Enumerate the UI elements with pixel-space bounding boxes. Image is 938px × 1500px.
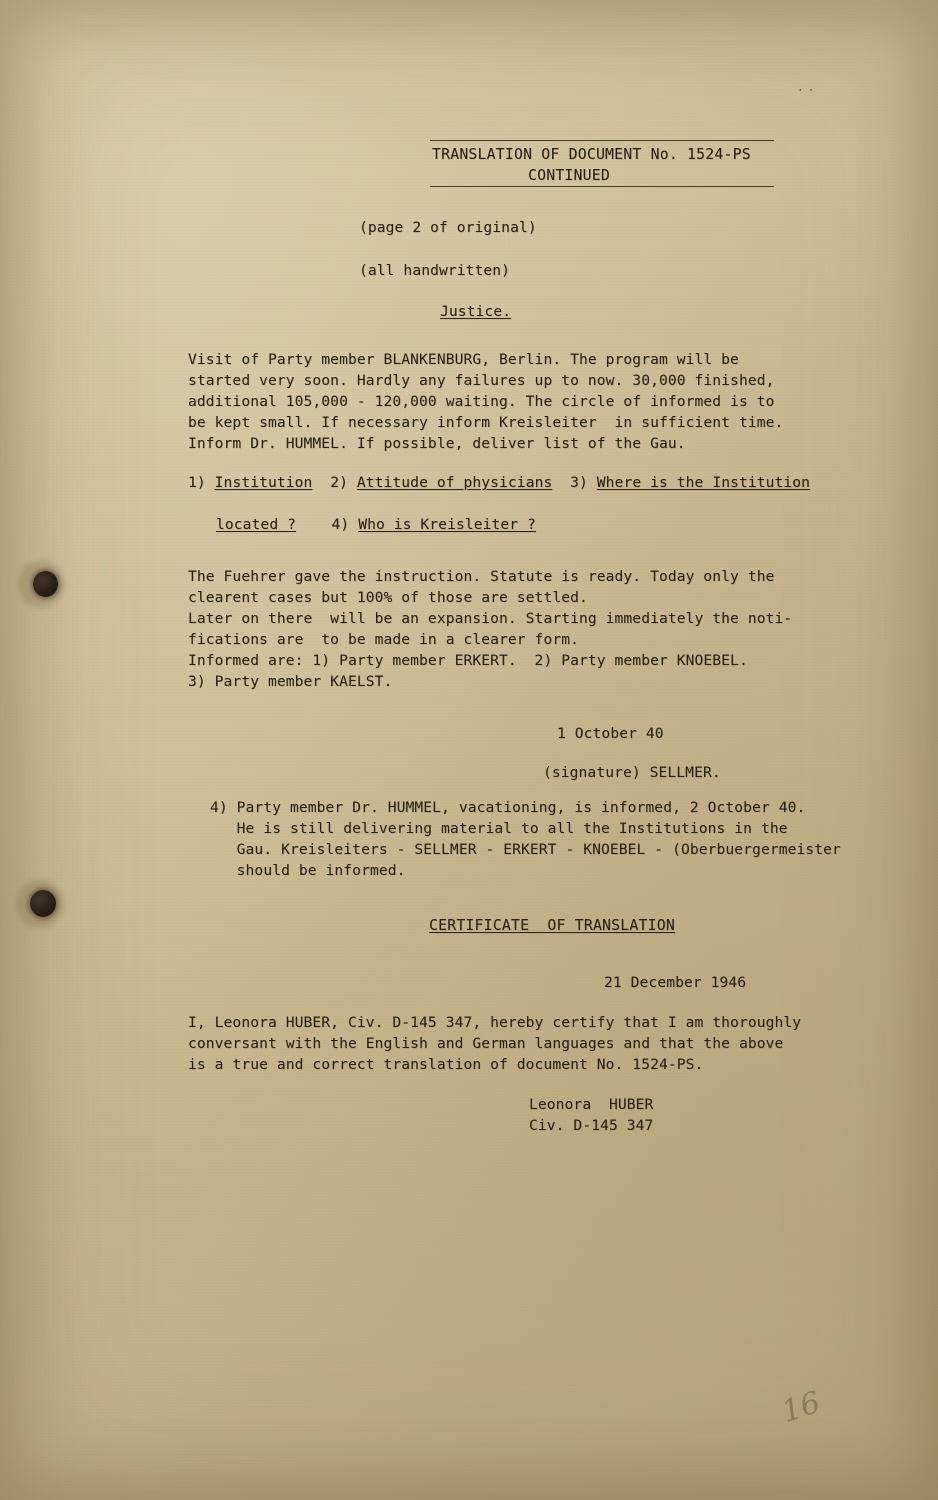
paragraph-line: conversant with the English and German languages and that the above	[188, 1035, 784, 1052]
signature-line: (signature) SELLMER.	[543, 764, 721, 781]
paragraph-line: be kept small. If necessary inform Kreisleiter in sufficient time.	[188, 414, 784, 431]
paragraph-line: Visit of Party member BLANKENBURG, Berlin. The program will be	[188, 351, 739, 368]
question-4-prefix: 4)	[295, 516, 359, 533]
paragraph-line: fications are to be made in a clearer form.	[188, 631, 579, 648]
paragraph-line: Later on there will be an expansion. Starting immediately the noti-	[188, 610, 793, 627]
certificate-of-translation-title: CERTIFICATE OF TRANSLATION	[429, 917, 675, 934]
paragraph-line: clearent cases but 100% of those are settled.	[188, 589, 588, 606]
paragraph-line: should be informed.	[210, 862, 406, 879]
paragraph-line: started very soon. Hardly any failures up to now. 30,000 finished,	[188, 372, 775, 389]
paragraph-line: 4) Party member Dr. HUMMEL, vacationing, is informed, 2 October 40.	[210, 799, 806, 816]
certifier-id: Civ. D-145 347	[529, 1117, 654, 1134]
paper-smudge-left	[18, 560, 64, 608]
question-3-prefix: 3)	[552, 474, 597, 491]
question-3-where: Where is the Institution	[596, 474, 811, 491]
certifier-name: Leonora HUBER	[529, 1096, 654, 1113]
date-line: 1 October 40	[557, 725, 664, 742]
header-rule-top	[430, 140, 774, 141]
certificate-date: 21 December 1946	[604, 974, 747, 991]
paragraph-line: additional 105,000 - 120,000 waiting. The circle of informed is to	[188, 393, 775, 410]
question-1-institution: Institution	[214, 474, 313, 491]
question-2-attitude: Attitude of physicians	[356, 474, 553, 491]
paragraph-line: He is still delivering material to all the Institutions in the	[210, 820, 788, 837]
paragraph-line: 3) Party member KAELST.	[188, 673, 393, 690]
numbered-questions-block	[188, 472, 810, 535]
document-header-continued: CONTINUED	[528, 167, 610, 184]
corner-dot-marks: ..	[796, 80, 818, 95]
all-handwritten-note: (all handwritten)	[359, 262, 511, 279]
paragraph-line: The Fuehrer gave the instruction. Statute is ready. Today only the	[188, 568, 775, 585]
paper-smudge-left-2	[16, 880, 64, 928]
pencil-page-number-marginalia: 16	[777, 1384, 825, 1431]
paragraph-line: I, Leonora HUBER, Civ. D-145 347, hereby certify that I am thoroughly	[188, 1014, 802, 1031]
page-of-original-note: (page 2 of original)	[359, 219, 537, 236]
question-2-prefix: 2)	[312, 474, 357, 491]
paragraph-line: Informed are: 1) Party member ERKERT. 2) Party member KNOEBEL.	[188, 652, 748, 669]
question-4-kreisleiter: Who is Kreisleiter ?	[358, 516, 536, 533]
paragraph-line: Inform Dr. HUMMEL. If possible, deliver list of the Gau.	[188, 435, 686, 452]
question-3-located: located ?	[216, 516, 296, 533]
section-title-justice: Justice.	[440, 303, 512, 320]
document-header-title: TRANSLATION OF DOCUMENT No. 1524-PS	[432, 146, 751, 163]
paragraph-line: Gau. Kreisleiters - SELLMER - ERKERT - KNOEBEL - (Oberbuergermeister	[210, 841, 841, 858]
question-1-prefix: 1)	[188, 474, 215, 491]
header-rule-bottom	[430, 186, 774, 187]
paragraph-line: is a true and correct translation of document No. 1524-PS.	[188, 1056, 704, 1073]
